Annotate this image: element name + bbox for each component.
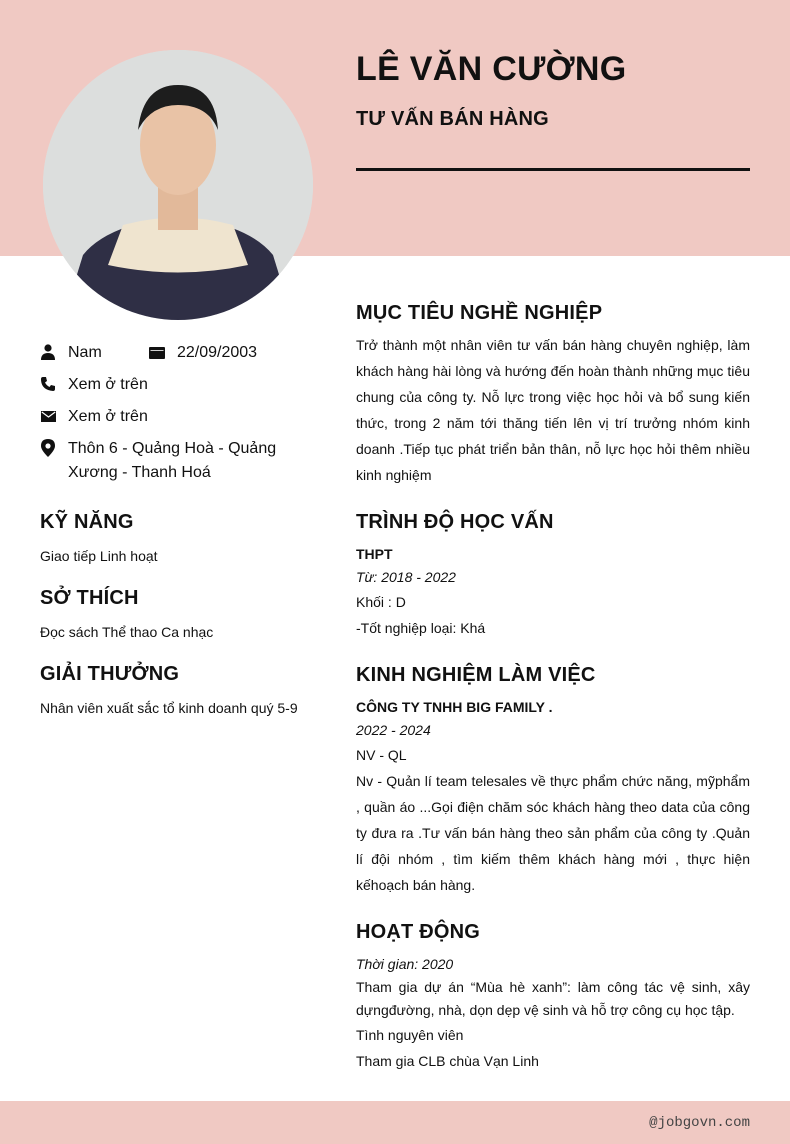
- experience-role: NV - QL: [356, 747, 407, 763]
- skills-text: Giao tiếp Linh hoạt: [40, 548, 158, 564]
- objective-title: MỤC TIÊU NGHỀ NGHIỆP: [356, 302, 603, 324]
- contact-address: [40, 437, 276, 485]
- calendar-icon: [149, 343, 165, 361]
- skills-title: KỸ NĂNG: [40, 511, 134, 533]
- experience-period: 2022 - 2024: [356, 722, 431, 738]
- email-text: Xem ở trên: [68, 408, 148, 425]
- phone-text: Xem ở trên: [68, 376, 148, 393]
- address-line-2: Xương - Thanh Hoá: [68, 464, 211, 481]
- contact-gender: [40, 341, 102, 365]
- education-school: THPT: [356, 546, 393, 562]
- activities-role: Tình nguyên viên: [356, 1027, 464, 1043]
- education-title: TRÌNH ĐỘ HỌC VẤN: [356, 511, 554, 533]
- location-pin-icon: [40, 439, 56, 457]
- hobbies-text: Đọc sách Thể thao Ca nhạc: [40, 624, 214, 640]
- contact-email: [40, 405, 148, 429]
- awards-text: Nhân viên xuất sắc tổ kinh doanh quý 5-9: [40, 700, 298, 716]
- activities-club: Tham gia CLB chùa Vạn Linh: [356, 1053, 539, 1069]
- education-period: Từ: 2018 - 2022: [356, 569, 456, 585]
- phone-icon: [40, 375, 56, 393]
- contact-birthday: [149, 341, 257, 365]
- experience-company: CÔNG TY TNHH BIG FAMILY .: [356, 699, 553, 715]
- objective-text: Trở thành một nhân viên tư vấn bán hàng chuyên nghiệp, làm khách hàng hài lòng và hướng đến hoàn thành những mục tiêu chung của công ty. Nỗ lực trong việc học hỏi và bổ sung kiến thức, trong 2 năm tới thăng tiến lên vị trí trưởng nhóm kinh doanh .Tiếp tục phát triển bản thân, nỗ lực học hỏi thêm nhiều kinh nghiệm: [356, 337, 750, 483]
- job-title: TƯ VẤN BÁN HÀNG: [356, 108, 549, 130]
- experience-title: KINH NGHIỆM LÀM VIỆC: [356, 664, 596, 686]
- activities-title: HOẠT ĐỘNG: [356, 921, 481, 943]
- awards-title: GIẢI THƯỞNG: [40, 663, 180, 685]
- birthday-text: 22/09/2003: [177, 344, 258, 361]
- footer-watermark: @jobgovn.com: [649, 1115, 750, 1131]
- title-divider: [356, 168, 750, 171]
- education-line-2: -Tốt nghiệp loại: Khá: [356, 620, 486, 636]
- experience-description: Nv - Quản lí team telesales về thực phẩm chức năng, mỹphẩm , quần áo ...Gọi điện chăm sóc khách hàng theo data của công ty đưa ra .Tư vấn bán hàng theo sản phẩm của công ty .Quản lí đội nhóm , tìm kiếm thêm khách hàng mới , thực hiện kếhoạch bán hàng.: [356, 773, 750, 893]
- activities-period: Thời gian: 2020: [356, 956, 454, 972]
- gender-text: Nam: [68, 344, 102, 361]
- address-line-1: Thôn 6 - Quảng Hoà - Quảng: [68, 440, 277, 457]
- candidate-name: LÊ VĂN CƯỜNG: [356, 50, 627, 88]
- contact-phone: [40, 373, 148, 397]
- mail-icon: [40, 407, 56, 425]
- person-icon: [40, 343, 56, 361]
- activities-description: Tham gia dự án “Mùa hè xanh”: làm công tác vệ sinh, xây dựngđường, nhà, dọn dẹp vệ sinh và hỗ trợ công cụ học tập.: [356, 979, 750, 1018]
- education-line-1: Khối : D: [356, 594, 406, 610]
- profile-photo: [43, 50, 313, 320]
- hobbies-title: SỞ THÍCH: [40, 587, 139, 609]
